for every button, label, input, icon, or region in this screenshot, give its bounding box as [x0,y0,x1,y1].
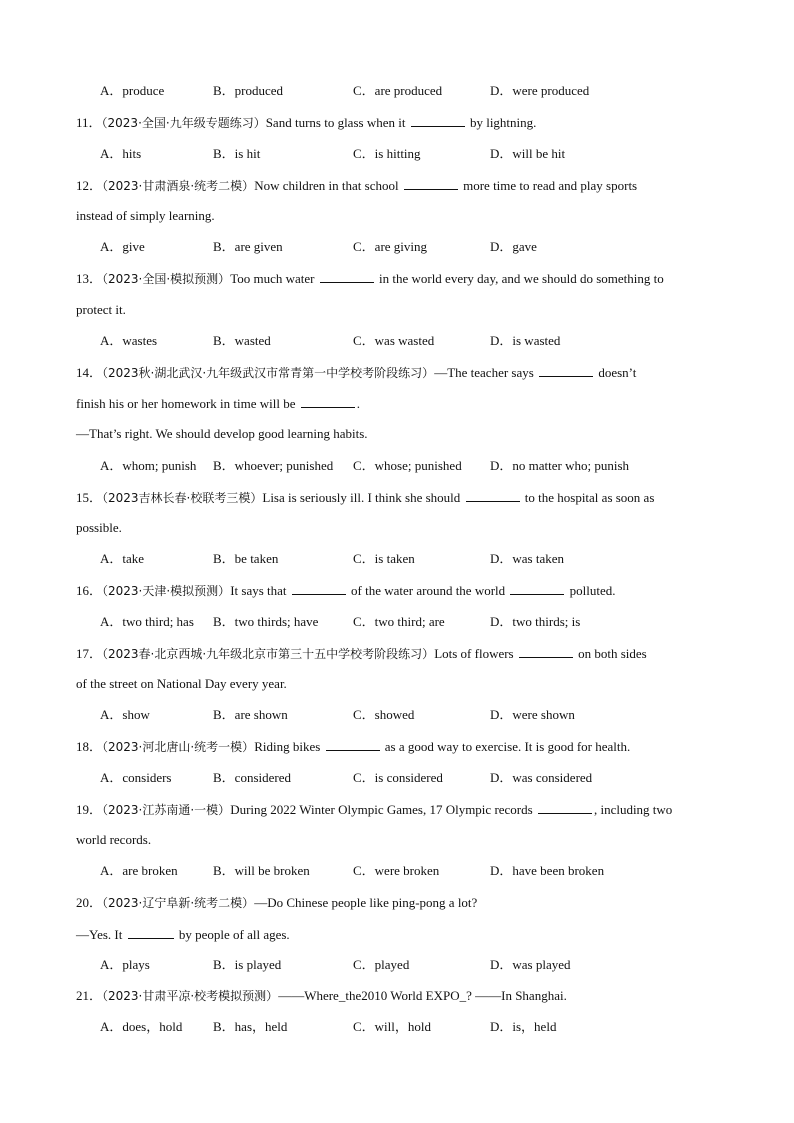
q14-option-c: C．whose; punished [353,458,462,473]
q11-option-c: C．is hitting [353,146,421,161]
q12-options [100,239,740,255]
q21-text: ——Where_the2010 World EXPO_? ——In Shanghai. [278,988,567,1003]
q13-option-b: B．wasted [213,333,271,348]
q18-option-c: C．is considered [353,770,443,785]
q11-text-end: by lightning. [469,115,537,130]
q18-stem [76,738,736,755]
q13-source: （2023·全国·模拟预测） [102,272,231,286]
q20-option-d: D．was played [490,957,571,972]
q19-option-a: A．are broken [100,863,178,878]
q15-source: （2023吉林长春·校联考三模） [102,491,263,505]
q12-stem-line2: instead of simply learning. [76,208,215,223]
q19-source: （2023·江苏南通·一模） [102,803,231,817]
q18-option-a: A．considers [100,770,172,785]
q13-option-c: C．was wasted [353,333,435,348]
q14-stem [76,364,736,381]
q16-blank-1 [292,582,346,595]
q17-options [100,707,740,723]
q14-text-end: doesn’t [598,365,637,380]
q15-stem [76,489,736,506]
q19-blank [538,801,592,814]
q10-option-b: B．produced [213,83,284,98]
q18-blank [326,738,380,751]
q13-number: 13． [76,271,103,286]
q11-options [100,146,740,162]
q16-blank-2 [510,582,564,595]
q13-blank [320,270,374,283]
q16-source: （2023·天津·模拟预测） [102,584,231,598]
q11-option-d: D．will be hit [490,146,566,161]
q13-text-end: in the world every day, and we should do something to [378,271,664,286]
q21-number: 21． [76,988,103,1003]
q19-stem-line2: world records. [76,832,152,847]
q13-stem [76,270,736,287]
q19-stem [76,801,736,818]
q12-option-d: D．gave [490,239,537,254]
q16-options [100,614,740,630]
q15-stem-line2: possible. [76,520,122,535]
q13-option-a: A．wastes [100,333,158,348]
q16-text: It says that [230,583,287,598]
q14-option-b: B．whoever; punished [213,458,334,473]
q17-stem-line2: of the street on National Day every year. [76,676,287,691]
q13-text: Too much water [230,271,315,286]
q20-options [100,957,740,973]
q20-source: （2023·辽宁阜新·统考二模） [102,896,255,910]
q15-number: 15． [76,490,103,505]
q18-text-end: as a good way to exercise. It is good for health. [384,739,631,754]
q21-option-a: A．does，hold [100,1019,183,1034]
q14-stem-line2 [76,395,736,412]
q17-text: Lots of flowers [434,646,514,661]
q12-option-b: B．are given [213,239,283,254]
q20-blank [128,926,174,939]
q19-text-end: , including two [593,802,673,817]
q21-option-b: B．has，held [213,1019,288,1034]
q16-option-d: D．two thirds; is [490,614,581,629]
q14-number: 14． [76,365,103,380]
q17-text-end: on both sides [578,646,647,661]
q16-text-end: polluted. [569,583,616,598]
q21-source: （2023·甘肃平凉·校考模拟预测） [102,989,279,1003]
q11-source: （2023·全国·九年级专题练习） [101,116,266,130]
q17-option-c: C．showed [353,707,415,722]
q13-option-d: D．is wasted [490,333,561,348]
q21-option-d: D．is，held [490,1019,557,1034]
q15-text-end: to the hospital as soon as [524,490,655,505]
q13-stem-line2: protect it. [76,302,126,317]
q17-option-d: D．were shown [490,707,575,722]
q20-line2-end: by people of all ages. [178,927,290,942]
q13-options [100,333,740,349]
q19-options [100,863,740,879]
q16-option-b: B．two thirds; have [213,614,319,629]
q20-stem-line2 [76,926,736,943]
q18-source: （2023·河北唐山·统考一模） [102,740,255,754]
q16-number: 16． [76,583,103,598]
q16-stem [76,582,736,599]
q17-stem [76,645,736,662]
q15-blank [466,489,520,502]
q19-option-b: B．will be broken [213,863,310,878]
q12-text-end: more time to read and play sports [463,178,638,193]
q20-text: —Do Chinese people like ping-pong a lot? [254,895,478,910]
q17-blank [519,645,573,658]
q14-line2-text: finish his or her homework in time will be [76,396,296,411]
q19-option-c: C．were broken [353,863,440,878]
q18-option-b: B．considered [213,770,291,785]
q14-source: （2023秋·湖北武汉·九年级武汉市常青第一中学校考阶段练习） [102,366,435,380]
q17-option-b: B．are shown [213,707,288,722]
q15-option-b: B．be taken [213,551,279,566]
q21-option-c: C．will，hold [353,1019,432,1034]
q20-option-a: A．plays [100,957,150,972]
q15-option-d: D．was taken [490,551,565,566]
q20-stem [76,895,736,911]
q14-options [100,458,740,474]
q16-option-c: C．two third; are [353,614,445,629]
q20-option-b: B．is played [213,957,282,972]
q11-stem [76,114,736,131]
q12-option-c: C．are giving [353,239,428,254]
q14-line2-end: . [356,396,361,411]
q10-options [100,83,740,99]
q18-options [100,770,740,786]
q20-number: 20． [76,895,103,910]
q11-blank [411,114,465,127]
q19-number: 19． [76,802,103,817]
q21-stem [76,988,736,1004]
q11-number: 11． [76,115,102,130]
q15-options [100,551,740,567]
q14-option-d: D．no matter who; punish [490,458,630,473]
q12-number: 12． [76,178,103,193]
q16-text-mid: of the water around the world [351,583,506,598]
q17-option-a: A．show [100,707,150,722]
q14-option-a: A．whom; punish [100,458,197,473]
q14-blank-2 [301,395,355,408]
q10-option-c: C．are produced [353,83,443,98]
q19-text: During 2022 Winter Olympic Games, 17 Olympic records [230,802,533,817]
q12-text: Now children in that school [254,178,399,193]
q18-option-d: D．was considered [490,770,593,785]
q11-option-a: A．hits [100,146,142,161]
q15-option-a: A．take [100,551,145,566]
q14-text: —The teacher says [434,365,534,380]
q21-options [100,1019,740,1035]
q18-number: 18． [76,739,103,754]
q11-text: Sand turns to glass when it [265,115,406,130]
q10-option-a: A．produce [100,83,165,98]
q20-option-c: C．played [353,957,410,972]
q10-option-d: D．were produced [490,83,590,98]
q19-option-d: D．have been broken [490,863,605,878]
q14-stem-line3: —That’s right. We should develop good learning habits. [76,426,368,441]
q17-source: （2023春·北京西城·九年级北京市第三十五中学校考阶段练习） [102,647,435,661]
q20-line2-text: —Yes. It [76,927,123,942]
q15-text: Lisa is seriously ill. I think she should [262,490,461,505]
q12-blank [404,177,458,190]
q16-option-a: A．two third; has [100,614,194,629]
q12-source: （2023·甘肃酒泉·统考二模） [102,179,255,193]
q12-stem [76,177,736,194]
q14-blank-1 [539,364,593,377]
q17-number: 17． [76,646,103,661]
q11-option-b: B．is hit [213,146,261,161]
q15-option-c: C．is taken [353,551,415,566]
q12-option-a: A．give [100,239,145,254]
q18-text: Riding bikes [254,739,321,754]
